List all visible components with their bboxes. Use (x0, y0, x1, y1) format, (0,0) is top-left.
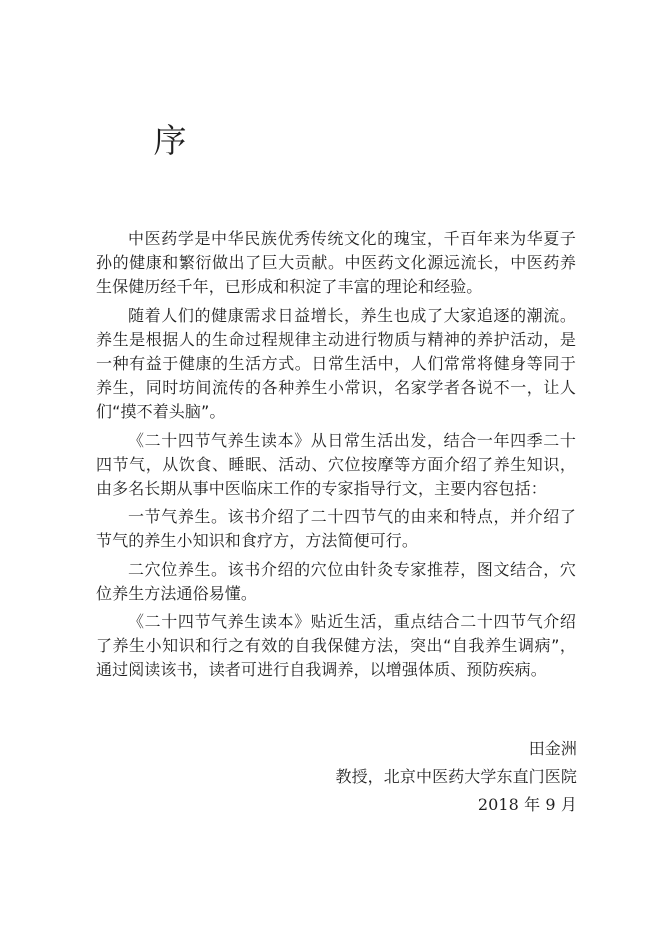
paragraph-2: 随着人们的健康需求日益增长，养生也成了大家追逐的潮流。养生是根据人的生命过程规律主动进行物质与精神的养护活动，是一种有益于健康的生活方式。日常生活中，人们常常将健身等同于养生，同时坊间流传的各种养生小常识，名家学者各说不一，让人们“摸不着头脑”。 (96, 305, 576, 422)
paragraph-3: 《二十四节气养生读本》从日常生活出发，结合一年四季二十四节气，从饮食、睡眠、活动、穴位按摩等方面介绍了养生知识，由多名长期从事中医临床工作的专家指导行文，主要内容包括： (96, 430, 576, 499)
signature-block (335, 735, 577, 819)
preface-title: 序 (153, 121, 187, 160)
signature-date: 2018 年 9 月 (477, 795, 577, 814)
signature-name: 田金洲 (528, 739, 577, 758)
paragraph-6: 《二十四节气养生读本》贴近生活，重点结合二十四节气介绍了养生小知识和行之有效的自我保健方法，突出“自我养生调病”，通过阅读该书，读者可进行自我调养，以增强体质、预防疾病。 (96, 612, 576, 680)
signature-affiliation: 教授，北京中医药大学东直门医院 (335, 767, 577, 786)
paragraph-5: 二穴位养生。该书介绍的穴位由针灸专家推荐，图文结合，穴位养生方法通俗易懂。 (96, 559, 576, 603)
paragraph-1: 中医药学是中华民族优秀传统文化的瑰宝，千百年来为华夏子孙的健康和繁衍做出了巨大贡献。中医药文化源远流长，中医药养生保健历经千年，已形成和积淀了丰富的理论和经验。 (96, 229, 576, 297)
paragraph-4: 一节气养生。该书介绍了二十四节气的由来和特点，并介绍了节气的养生小知识和食疗方，方法简便可行。 (96, 507, 576, 551)
preface-body (96, 227, 576, 687)
